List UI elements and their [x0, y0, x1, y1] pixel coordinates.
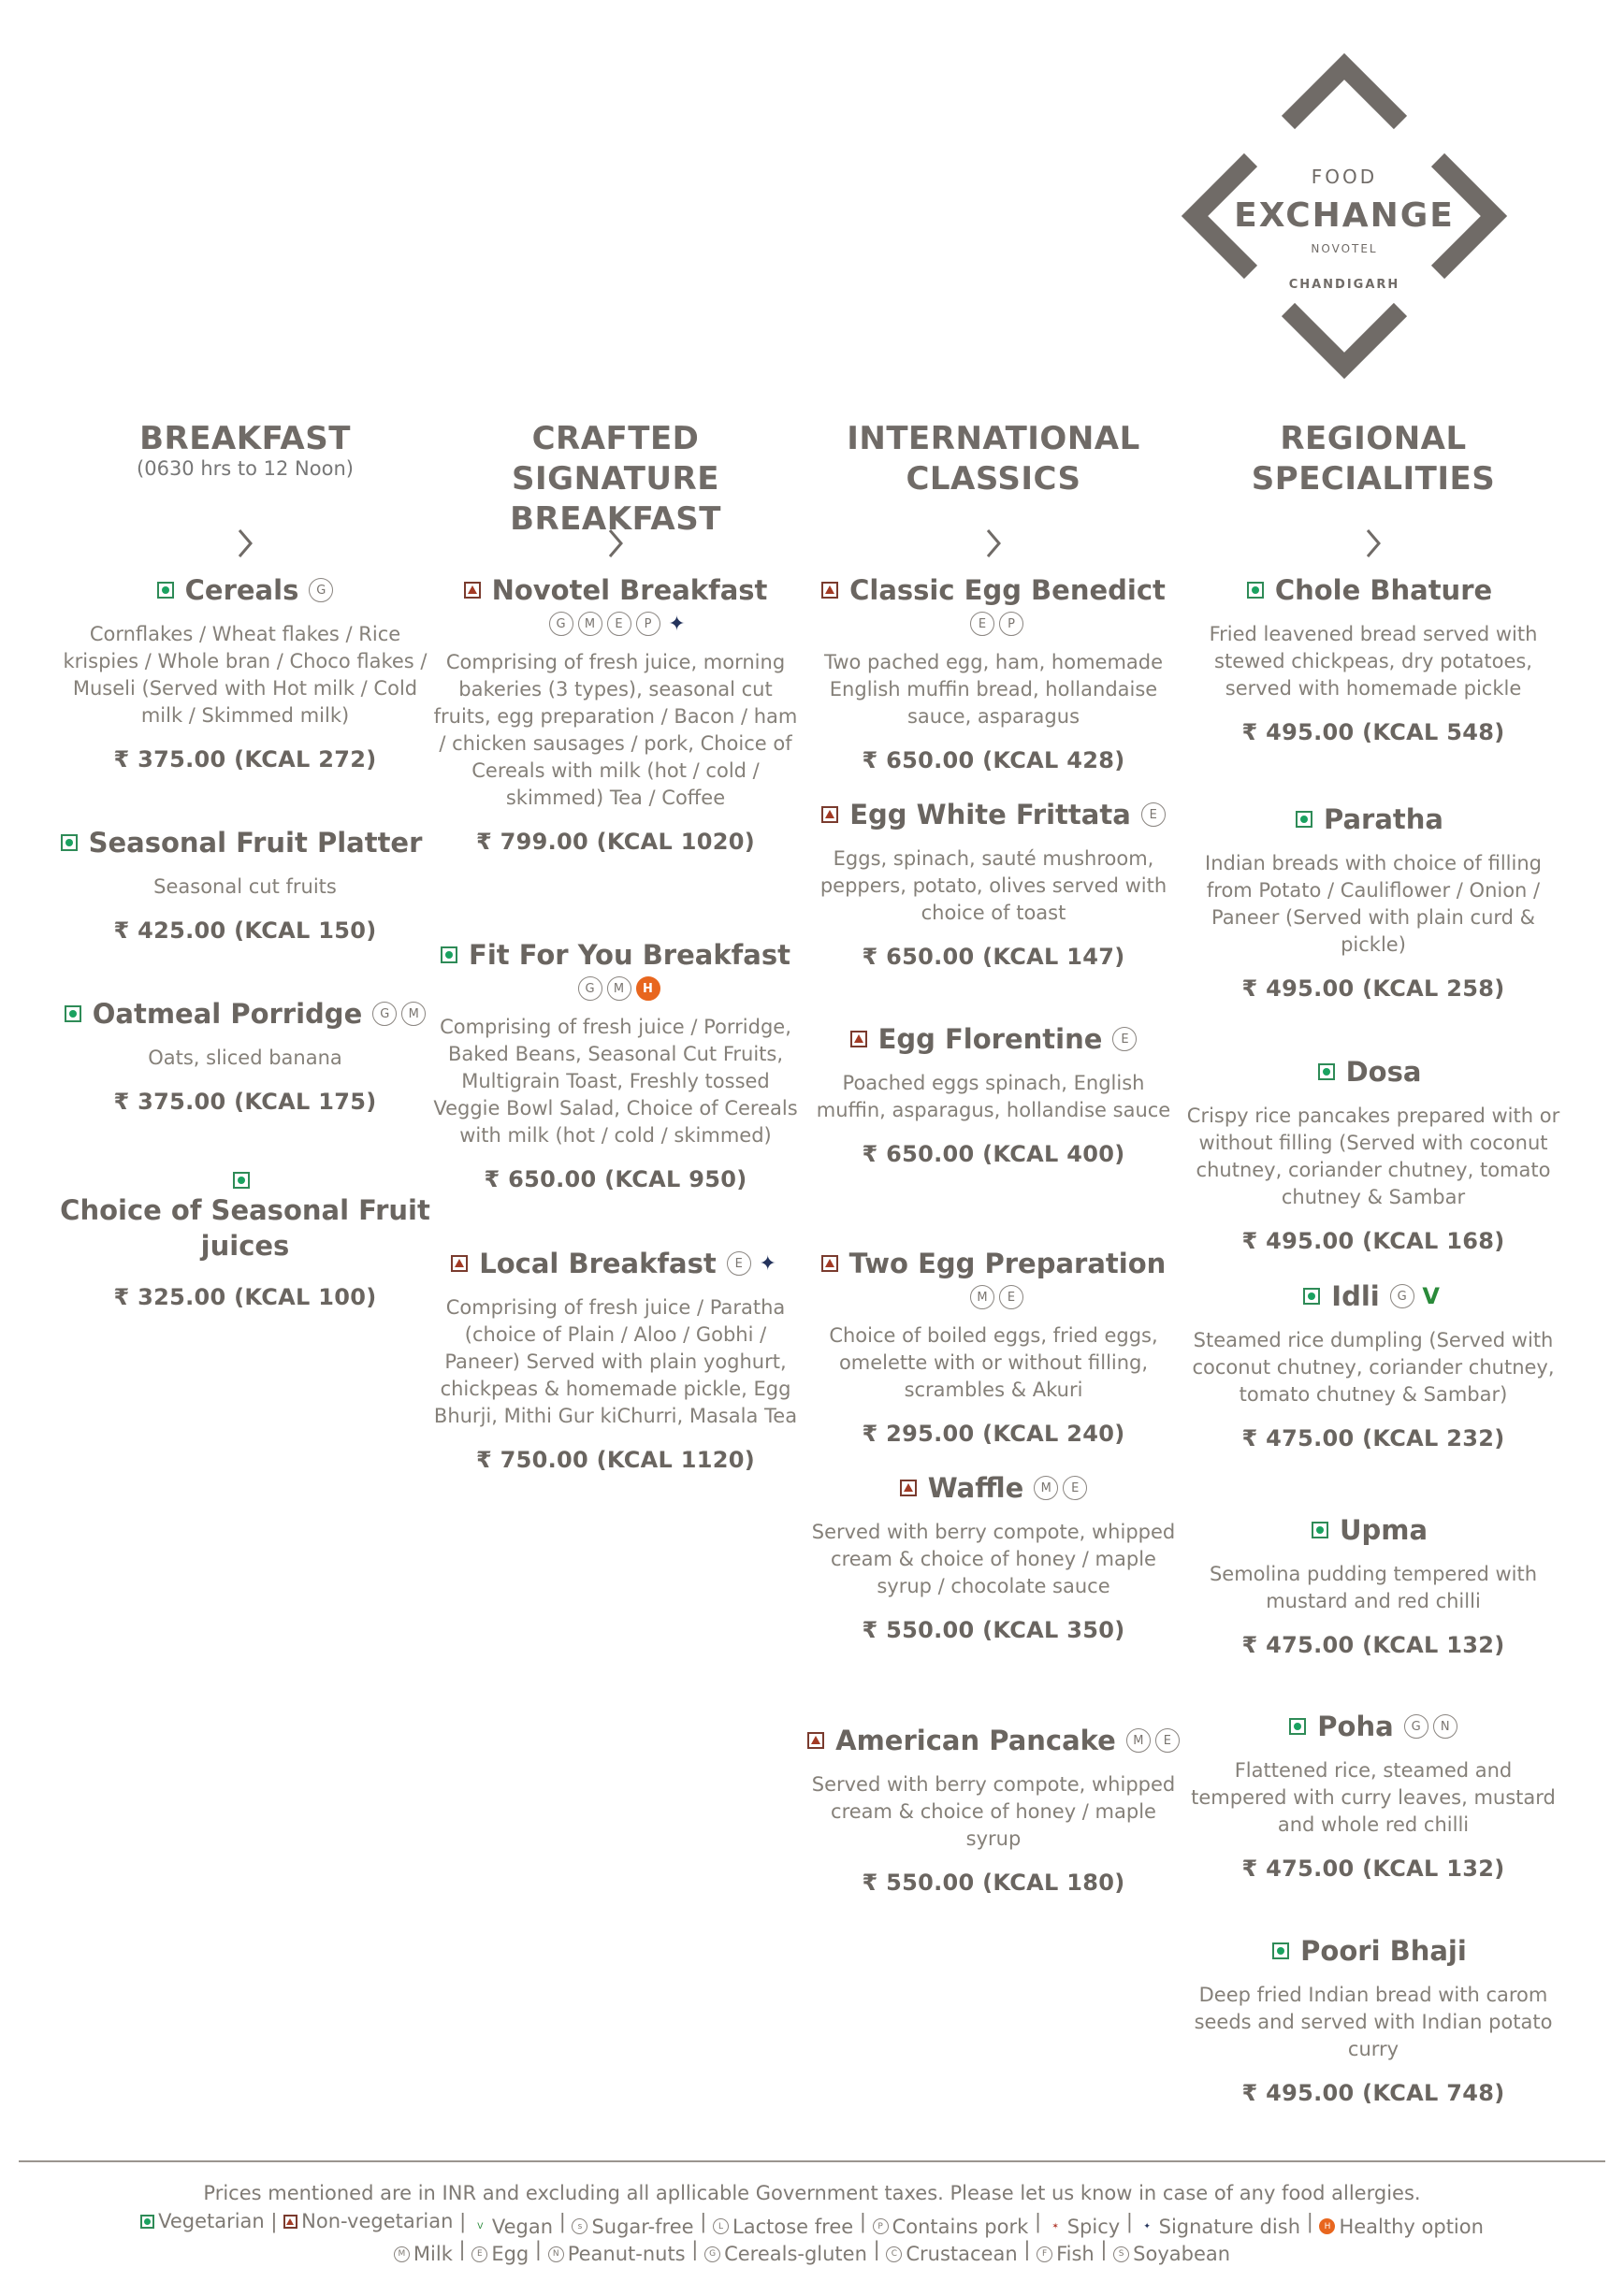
menu-item: [58, 1172, 432, 1310]
footer-note: Prices mentioned are in INR and excluding all apllicable Government taxes. Please let us know in case of any food allergies.: [203, 2182, 1421, 2204]
vegetarian-icon: [1272, 1942, 1289, 1959]
menu-item-header: [806, 1470, 1181, 1506]
cereals-gluten-icon: G: [704, 2246, 720, 2262]
legend-separator: |: [1300, 2210, 1320, 2233]
egg-icon: E: [727, 1251, 751, 1276]
menu-item-price: ₹ 375.00 (KCAL 272): [113, 746, 377, 773]
menu-item-price: ₹ 650.00 (KCAL 428): [862, 747, 1125, 773]
menu-item: [428, 937, 803, 1192]
legend-label: Peanut-nuts: [567, 2243, 686, 2265]
menu-item-header: [58, 1172, 432, 1267]
menu-item-description: Choice of boiled eggs, fried eggs, omelette with or without filling, scrambles & Akuri: [829, 1324, 1158, 1401]
vegetarian-icon: [61, 834, 78, 851]
menu-item-description: Poached eggs spinach, English muffin, asparagus, hollandise sauce: [816, 1072, 1171, 1121]
menu-item-description: Seasonal cut fruits: [153, 875, 337, 898]
egg-icon: E: [970, 612, 994, 636]
non-vegetarian-icon: [451, 1255, 468, 1272]
column-title: INTERNATIONAL CLASSICS: [847, 420, 1140, 498]
legend-label: Non-vegetarian: [301, 2210, 454, 2232]
menu-item-name: Waffle: [927, 1472, 1024, 1504]
logo-line2: EXCHANGE: [1234, 196, 1455, 235]
menu-item-price: ₹ 475.00 (KCAL 132): [1241, 1856, 1505, 1882]
menu-item-name: Local Breakfast: [479, 1248, 717, 1279]
egg-icon: E: [1155, 1728, 1180, 1753]
crustacean-icon: C: [886, 2246, 902, 2262]
menu-item: [806, 1723, 1181, 1896]
cereals-gluten-icon: G: [309, 578, 333, 602]
menu-item-icons: [575, 976, 660, 1001]
menu-item-price: ₹ 495.00 (KCAL 748): [1241, 2080, 1505, 2106]
non-vegetarian-icon: [283, 2215, 297, 2229]
footer-divider: [19, 2160, 1605, 2162]
menu-item-description: Cornflakes / Wheat flakes / Rice krispies / Whole bran / Choco flakes / Museli (Served with Hot milk / Cold milk / Skimmed milk): [63, 623, 428, 727]
menu-item-name: Classic Egg Benedict: [849, 574, 1166, 606]
legend-item: [704, 2240, 867, 2268]
menu-item-name: Two Egg Preparation: [848, 1248, 1167, 1279]
non-vegetarian-icon: [464, 582, 481, 599]
menu-item: [58, 825, 432, 944]
vegetarian-icon: [1247, 582, 1264, 599]
milk-icon: M: [578, 612, 602, 636]
sugar-free-icon: s: [572, 2218, 587, 2234]
signature-icon: ✦: [759, 1251, 776, 1276]
signature-icon: ✦: [1143, 2221, 1151, 2231]
menu-item-description: Fried leavened bread served with stewed chickpeas, dry potatoes, served with homemade pickle: [1209, 623, 1538, 700]
menu-item: [1186, 1933, 1560, 2106]
menu-item-header: [806, 1246, 1181, 1309]
egg-icon: E: [607, 612, 631, 636]
vegan-icon: V: [1422, 1283, 1440, 1309]
egg-icon: E: [471, 2246, 487, 2262]
menu-item-description: Two pached egg, ham, homemade English muffin bread, hollandaise sauce, asparagus: [823, 651, 1164, 728]
cereals-gluten-icon: G: [372, 1002, 397, 1026]
egg-icon: E: [999, 1285, 1023, 1309]
egg-icon: E: [1063, 1476, 1087, 1500]
fish-icon: F: [1037, 2246, 1052, 2262]
menu-item-name: Paratha: [1324, 803, 1443, 835]
menu-item-icons: [1138, 802, 1166, 827]
menu-item-header: [428, 572, 803, 636]
egg-icon: E: [1112, 1027, 1137, 1051]
menu-item: [58, 996, 432, 1115]
legend-label: Vegan: [491, 2215, 554, 2238]
menu-item-name: Upma: [1339, 1514, 1428, 1546]
cereals-gluten-icon: G: [578, 976, 602, 1001]
menu-item-description: Flattened rice, steamed and tempered with curry leaves, mustard and whole red chilli: [1191, 1759, 1556, 1836]
legend-label: Spicy: [1066, 2215, 1121, 2238]
vegetarian-icon: [1289, 1718, 1306, 1735]
menu-item: [1186, 1278, 1560, 1451]
legend-item: [1037, 2240, 1095, 2268]
cereals-gluten-icon: G: [1404, 1714, 1428, 1739]
menu-item-icons: [967, 1285, 1023, 1309]
peanut-nuts-icon: N: [548, 2246, 564, 2262]
vegetarian-icon: [1296, 811, 1312, 828]
legend-label: Vegetarian: [158, 2210, 265, 2232]
menu-item-price: ₹ 650.00 (KCAL 147): [862, 944, 1125, 970]
legend-item: [140, 2207, 265, 2235]
menu-item-price: ₹ 495.00 (KCAL 168): [1241, 1228, 1505, 1254]
food-exchange-logo: [1181, 52, 1508, 380]
menu-item-description: Steamed rice dumpling (Served with coconut chutney, coriander chutney, tomato chutney & Sambar): [1192, 1329, 1555, 1406]
menu-column: [1186, 419, 1560, 2106]
menu-item-price: ₹ 650.00 (KCAL 400): [862, 1141, 1125, 1167]
legend-separator: |: [853, 2210, 873, 2233]
milk-icon: M: [394, 2246, 410, 2262]
cereals-gluten-icon: G: [1390, 1284, 1414, 1308]
menu-item-name: American Pancake: [835, 1725, 1116, 1756]
menu-item-name: Egg White Frittata: [849, 799, 1131, 830]
menu-item-name: Cereals: [184, 574, 299, 606]
menu-column: [58, 419, 432, 2102]
menu-item-header: [1186, 1054, 1560, 1090]
menu-item-header: [58, 572, 432, 608]
menu-item-name: Seasonal Fruit Platter: [88, 827, 423, 859]
menu-item: [806, 1021, 1181, 1167]
legend-item: [471, 2240, 529, 2268]
legend-separator: |: [693, 2210, 714, 2233]
legend-separator: |: [1094, 2238, 1114, 2260]
healthy-icon: H: [636, 976, 660, 1001]
menu-item-price: ₹ 295.00 (KCAL 240): [862, 1421, 1125, 1447]
chevron-right-icon: [1364, 527, 1383, 559]
non-vegetarian-icon: [850, 1031, 867, 1047]
legend-separator: |: [685, 2238, 705, 2260]
legend-separator: |: [1017, 2238, 1037, 2260]
legend-label: Soyabean: [1133, 2243, 1231, 2265]
menu-item-header: [1186, 1709, 1560, 1744]
column-subtitle: (0630 hrs to 12 Noon): [137, 457, 354, 480]
healthy-icon: H: [1319, 2218, 1335, 2234]
contains-pork-icon: P: [999, 612, 1023, 636]
menu-item-icons: [370, 1002, 426, 1026]
legend-label: Fish: [1056, 2243, 1095, 2265]
menu-item-name: Dosa: [1345, 1056, 1422, 1088]
vegan-icon: V: [477, 2221, 484, 2231]
vegetarian-icon: [1312, 1522, 1328, 1538]
menu-item-price: ₹ 550.00 (KCAL 350): [862, 1617, 1125, 1643]
menu-item-description: Oats, sliced banana: [148, 1047, 342, 1069]
menu-item-icons: [546, 612, 689, 636]
legend-separator: |: [1120, 2210, 1139, 2233]
menu-item-name: Chole Bhature: [1274, 574, 1493, 606]
menu-item-icons: [1109, 1027, 1137, 1051]
legend-label: Lactose free: [732, 2215, 854, 2238]
legend-separator: |: [453, 2210, 472, 2233]
menu-item-price: ₹ 550.00 (KCAL 180): [862, 1870, 1125, 1896]
menu-item-header: [806, 1723, 1181, 1758]
milk-icon: M: [607, 976, 631, 1001]
legend-label: Egg: [491, 2243, 529, 2265]
peanut-nuts-icon: N: [1433, 1714, 1457, 1739]
vegetarian-icon: [1303, 1288, 1320, 1305]
vegetarian-icon: [1318, 1063, 1335, 1080]
menu-item-price: ₹ 375.00 (KCAL 175): [113, 1089, 377, 1115]
legend-separator: |: [866, 2238, 887, 2260]
menu-item: [806, 797, 1181, 970]
legend-item: [394, 2240, 453, 2268]
menu-item: [428, 572, 803, 855]
menu-item-icons: [1124, 1728, 1180, 1753]
menu-item: [58, 572, 432, 773]
menu-item-price: ₹ 325.00 (KCAL 100): [113, 1284, 377, 1310]
menu-item-header: [806, 572, 1181, 636]
menu-item-price: ₹ 495.00 (KCAL 548): [1241, 719, 1505, 745]
menu-item: [1186, 1709, 1560, 1882]
menu-item-header: [1186, 1278, 1560, 1314]
menu-item-icons: [1401, 1714, 1457, 1739]
menu-item-description: Comprising of fresh juice, morning bakeries (3 types), seasonal cut fruits, egg preparation / Bacon / ham / chicken sausages / pork, Choice of Cereals with milk (hot / cold / skimmed) Tea / Coffee: [433, 651, 798, 809]
menu-item: [1186, 801, 1560, 1002]
menu-item-name: Egg Florentine: [877, 1023, 1103, 1055]
menu-item-header: [58, 825, 432, 860]
menu-item-price: ₹ 425.00 (KCAL 150): [113, 917, 377, 944]
cereals-gluten-icon: G: [549, 612, 573, 636]
legend-label: Signature dish: [1158, 2215, 1301, 2238]
menu-item-description: Eggs, spinach, sauté mushroom, peppers, potato, olives served with choice of toast: [819, 847, 1167, 924]
menu-item-price: ₹ 750.00 (KCAL 1120): [475, 1447, 756, 1473]
menu-item-name: Fit For You Breakfast: [469, 939, 790, 971]
menu-item: [1186, 572, 1560, 745]
menu-item-price: ₹ 799.00 (KCAL 1020): [475, 829, 756, 855]
menu-item-price: ₹ 475.00 (KCAL 232): [1241, 1425, 1505, 1451]
soyabean-icon: S: [1113, 2246, 1129, 2262]
menu-item-header: [1186, 801, 1560, 837]
menu-item-icons: [1031, 1476, 1087, 1500]
vegetarian-icon: [441, 946, 457, 963]
menu-item: [428, 1246, 803, 1473]
menu-item-header: [1186, 572, 1560, 608]
lactose-free-icon: L: [713, 2218, 729, 2234]
signature-icon: ✦: [668, 612, 686, 636]
contains-pork-icon: P: [873, 2218, 889, 2234]
non-vegetarian-icon: [807, 1732, 824, 1749]
menu-item: [806, 1246, 1181, 1447]
menu-column: [806, 419, 1181, 2102]
chevron-right-icon: [236, 527, 254, 559]
milk-icon: M: [401, 1002, 426, 1026]
menu-item-description: Indian breads with choice of filling from Potato / Cauliflower / Onion / Paneer (Served with plain curd & pickle): [1205, 852, 1542, 956]
egg-icon: E: [1141, 802, 1166, 827]
legend-label: Milk: [413, 2243, 453, 2265]
legend-label: Crustacean: [906, 2243, 1018, 2265]
menu-item-header: [1186, 1933, 1560, 1969]
menu-item-price: ₹ 495.00 (KCAL 258): [1241, 975, 1505, 1002]
menu-item-icons: [306, 578, 333, 602]
logo-line1: FOOD: [1311, 166, 1378, 188]
legend-separator: |: [553, 2210, 573, 2233]
menu-item-name: Novotel Breakfast: [491, 574, 768, 606]
menu-item-description: Served with berry compote, whipped cream & choice of honey / maple syrup / chocolate sauce: [811, 1521, 1176, 1597]
legend-item: [886, 2240, 1017, 2268]
legend-row-2: [0, 2235, 1624, 2268]
menu-item-description: Semolina pudding tempered with mustard and red chilli: [1209, 1563, 1538, 1612]
menu-column: [428, 419, 803, 2102]
menu-item-header: [806, 1021, 1181, 1057]
spicy-icon: ✶: [1051, 2221, 1059, 2231]
menu-item-description: Comprising of fresh juice / Porridge, Baked Beans, Seasonal Cut Fruits, Multigrain Toast, Freshly tossed Veggie Bowl Salad, Choice of Cereals with milk (hot / cold / skimmed): [433, 1016, 798, 1147]
legend-item: [283, 2207, 453, 2235]
menu-item-description: Deep fried Indian bread with carom seeds and served with Indian potato curry: [1194, 1984, 1553, 2060]
milk-icon: M: [970, 1285, 994, 1309]
menu-item-header: [58, 996, 432, 1032]
menu-item-name: Idli: [1331, 1280, 1380, 1312]
vegetarian-icon: [157, 582, 174, 599]
menu-item: [806, 572, 1181, 773]
menu-item-name: Poori Bhaji: [1300, 1935, 1467, 1967]
menu-item-header: [806, 797, 1181, 832]
logo-line4: CHANDIGARH: [1288, 278, 1400, 292]
menu-item-header: [1186, 1512, 1560, 1548]
non-vegetarian-icon: [900, 1480, 917, 1496]
logo-line3: NOVOTEL: [1311, 242, 1378, 255]
legend-separator: |: [452, 2238, 472, 2260]
column-title: BREAKFAST: [139, 420, 351, 457]
legend-separator: |: [1028, 2210, 1048, 2233]
menu-item-icons: [724, 1251, 780, 1276]
vegetarian-icon: [233, 1172, 250, 1189]
legend-separator: |: [529, 2238, 548, 2260]
menu-item-price: ₹ 475.00 (KCAL 132): [1241, 1632, 1505, 1658]
legend-label: Cereals-gluten: [724, 2243, 867, 2265]
non-vegetarian-icon: [821, 1255, 838, 1272]
chevron-right-icon: [984, 527, 1003, 559]
milk-icon: M: [1034, 1476, 1058, 1500]
milk-icon: M: [1126, 1728, 1151, 1753]
legend-separator: |: [264, 2210, 284, 2233]
legend-label: Sugar-free: [591, 2215, 694, 2238]
menu-item-price: ₹ 650.00 (KCAL 950): [484, 1166, 747, 1192]
legend-item: [548, 2240, 686, 2268]
menu-item-description: Served with berry compote, whipped cream & choice of honey / maple syrup: [811, 1773, 1176, 1850]
chevron-right-icon: [606, 527, 625, 559]
menu-item-icons: [967, 612, 1023, 636]
non-vegetarian-icon: [821, 806, 838, 823]
menu-item-name: Oatmeal Porridge: [92, 998, 363, 1030]
menu-item-header: [428, 937, 803, 1001]
menu-item: [1186, 1054, 1560, 1254]
menu-item-icons: [1387, 1284, 1443, 1308]
column-title: REGIONAL SPECIALITIES: [1251, 420, 1496, 498]
contains-pork-icon: P: [636, 612, 660, 636]
column-title: CRAFTED SIGNATURE BREAKFAST: [510, 420, 721, 538]
vegetarian-icon: [140, 2215, 154, 2229]
menu-item: [1186, 1512, 1560, 1658]
menu-item-description: Comprising of fresh juice / Paratha (choice of Plain / Aloo / Gobhi / Paneer) Served with plain yoghurt, chickpeas & homemade pickle, Egg Bhurji, Mithi Gur kiChurri, Masala Tea: [433, 1296, 798, 1427]
menu-item-name: Poha: [1317, 1711, 1394, 1742]
legend-label: Contains pork: [892, 2215, 1029, 2238]
legend-item: [1113, 2240, 1230, 2268]
legend-label: Healthy option: [1339, 2215, 1484, 2238]
menu-item-name: Choice of Seasonal Fruit juices: [60, 1194, 430, 1262]
menu-item-description: Crispy rice pancakes prepared with or without filling (Served with coconut chutney, coriander chutney, tomato chutney & Sambar: [1186, 1105, 1560, 1208]
menu-item-header: [428, 1246, 803, 1281]
menu-item: [806, 1470, 1181, 1643]
vegetarian-icon: [65, 1005, 81, 1022]
non-vegetarian-icon: [821, 582, 838, 599]
